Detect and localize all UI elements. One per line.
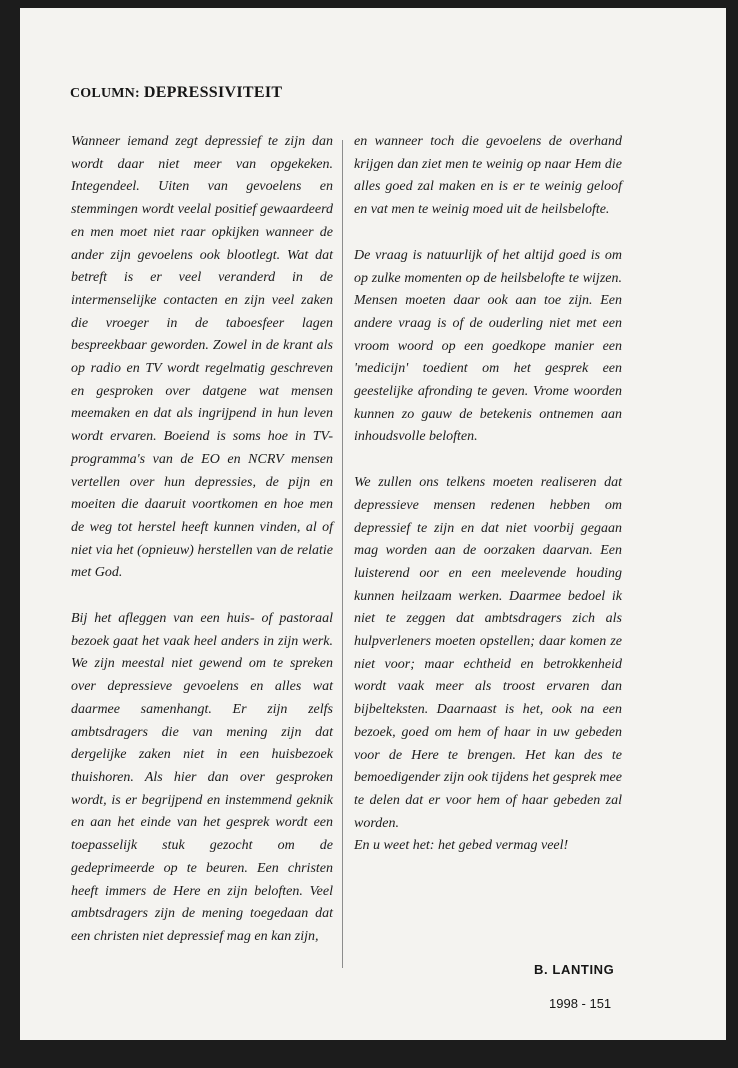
- author-name: B. LANTING: [534, 962, 615, 977]
- column-heading: [70, 84, 282, 102]
- right-text-column: [354, 131, 622, 858]
- paragraph: Wanneer iemand zegt depressief te zijn dan wordt daar niet meer van opgekeken. Integendeel. Uiten van gevoelens en stemmingen wordt veelal positief gewaardeerd en men moet niet raar opkijken wanneer de ander zijn gevoelens ook blootlegt. Wat dat betreft is er veel veranderd in de intermenselijke contacten en zijn veel zaken die vroeger in de taboesfeer lagen bespreekbaar geworden. Zowel in de krant als op radio en TV wordt regelmatig geschreven en gesproken over datgene wat mensen meemaken en dat als ingrijpend in hun leven wordt ervaren. Boeiend is soms hoe in TV-programma's van de EO en NCRV mensen vertellen over hun depressies, de pijn en moeiten die daaruit voortkomen en hoe men de weg tot herstel heeft kunnen vinden, al of niet via het (opnieuw) herstellen van de relatie met God.: [71, 134, 333, 581]
- page-number: 1998 - 151: [549, 996, 612, 1011]
- scan-edge: [0, 1040, 738, 1068]
- paragraph: Bij het afleggen van een huis- of pastoraal bezoek gaat het vaak heel anders in zijn werk. We zijn meestal niet gewend om te spreken over depressieve gevoelens en alles wat daarmee samenhangt. Er zijn zelfs ambtsdragers die van mening zijn dat dergelijke zaken niet in een huisbezoek thuishoren. Als hier dan over gesproken wordt, is er begrijpend en instemmend geknik en aan het einde van het gesprek wordt een toepasselijk stuk gezocht om de gedeprimeerde op te beuren. Een christen heeft immers de Here en zijn beloften. Veel ambtsdragers zijn de mening toegedaan dat een christen niet depressief mag en kan zijn,: [71, 611, 333, 944]
- paragraph: We zullen ons telkens moeten realiseren dat depressieve mensen redenen hebben om depressief te zijn en dat niet voorbij gegaan mag worden aan de oorzaken daarvan. Een luisterend oor en een meelevende houding kunnen heilzaam werken. Daarmee bedoel ik niet te zeggen dat ambtsdragers zich als hulpverleners moeten opstellen; daar komen ze niet voor; maar echtheid en betrokkenheid wordt vaak meer als troost ervaren dan bijbelteksten. Daarnaast is het, ook na een bezoek, goed om hem of haar in uw gebeden voor de Here te brengen. Het kan des te bemoedigender zijn ook tijdens het gesprek mee te delen dat er voor hem of haar gebeden zal worden.: [354, 475, 622, 831]
- column-title: DEPRESSIVITEIT: [143, 84, 283, 101]
- paragraph: De vraag is natuurlijk of het altijd goed is om op zulke momenten op de heilsbelofte te wijzen. Mensen moeten daar ook aan toe zijn. Een andere vraag is of de ouderling niet met een vroom woord op een goedkope manier een 'medicijn' toedient om het gesprek een geestelijke afronding te geven. Vrome woorden kunnen zo gauw de betekenis ontnemen aan inhoudsvolle beloften.: [354, 247, 622, 445]
- closing-line: En u weet het: het gebed vermag veel!: [354, 838, 569, 854]
- paragraph: en wanneer toch die gevoelens de overhand krijgen dan ziet men te weinig op naar Hem die alles goed zal maken en is er te weinig geloof en vat men te weinig moed uit de heilsbelofte.: [354, 134, 622, 218]
- column-divider: [342, 140, 343, 968]
- column-kicker: COLUMN:: [70, 86, 140, 101]
- left-text-column: [71, 131, 333, 949]
